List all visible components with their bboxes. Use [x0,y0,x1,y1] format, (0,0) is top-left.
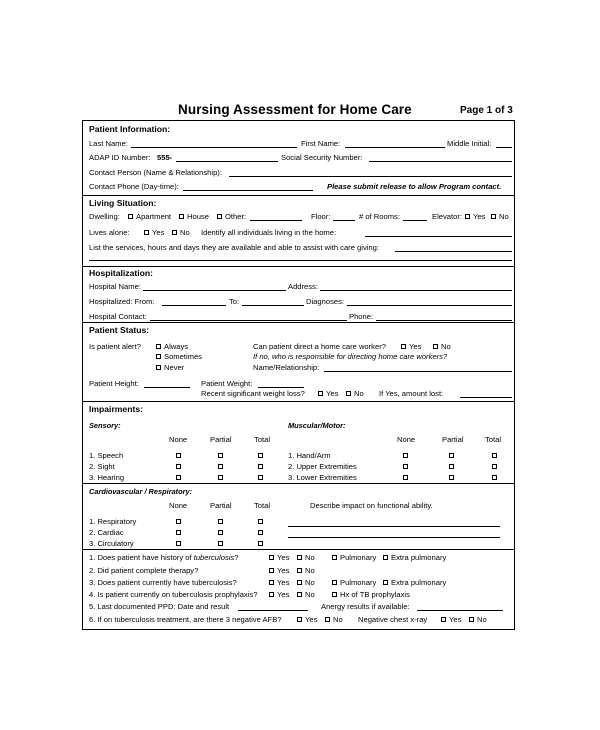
cardio-item: 2. Cardiac [89,528,124,537]
adap-id-label: ADAP ID Number: [89,153,151,162]
impairments-heading: Impairments: [89,404,143,414]
tb-question-6: 6. If on tuberculosis treatment, are there 3 negative AFB? [89,615,282,624]
yes-label: Yes [305,615,318,624]
checkbox[interactable] [269,568,274,573]
elevator-no[interactable] [491,213,509,221]
checkbox[interactable] [176,529,184,537]
diagnoses-field[interactable] [347,305,512,306]
direct-no[interactable] [433,343,451,351]
checkbox[interactable] [176,452,184,460]
address-label: Address: [288,282,318,291]
ppd-field[interactable] [238,610,308,611]
hospital-contact-field[interactable] [150,320,347,321]
impact-field[interactable] [288,537,500,538]
checkbox[interactable] [179,214,184,219]
yes-label: Yes [277,590,290,599]
checkbox[interactable] [297,592,302,597]
services-field[interactable] [395,251,512,252]
identify-label: Identify all individuals living in the home: [201,228,337,237]
hospital-contact-label: Hospital Contact: [89,312,147,321]
col-none: None [169,501,188,510]
yes-label: Yes [409,342,422,351]
tuberculosis-word: tuberculosis [193,553,235,562]
checkbox[interactable] [318,391,323,396]
checkbox[interactable] [156,365,161,370]
adap-id-prefix: 555- [157,153,173,162]
house-option[interactable] [179,213,209,221]
anergy-label: Anergy results if available: [321,602,410,611]
sometimes-label: Sometimes [164,352,202,361]
yes-label: Yes [473,212,486,221]
no-label: No [333,615,343,624]
checkbox[interactable] [449,452,457,460]
contact-phone-field[interactable] [183,190,313,191]
describe-label: Describe impact on functional ability. [310,501,433,510]
checkbox[interactable] [258,463,266,471]
identify-field[interactable] [365,236,512,237]
contact-person-label: Contact Person (Name & Relationship): [89,168,222,177]
divider [83,322,514,323]
yes-label: Yes [277,553,290,562]
hx-prophylaxis-label: Hx of TB prophylaxis [340,590,410,599]
apartment-label: Apartment [136,212,172,221]
checkbox[interactable] [176,463,184,471]
q1-yes[interactable] [269,554,289,562]
impact-field[interactable] [288,526,500,527]
checkbox[interactable] [491,214,496,219]
yes-label: Yes [152,228,165,237]
middle-initial-field[interactable] [496,147,512,148]
checkbox[interactable] [218,452,226,460]
checkbox[interactable] [332,580,337,585]
name-relationship-field[interactable] [324,371,512,372]
lives-alone-no[interactable] [172,229,190,237]
contact-phone-label: Contact Phone (Day-time): [89,182,179,191]
to-label: To: [229,297,240,306]
weight-field[interactable] [258,387,304,388]
checkbox[interactable] [128,214,133,219]
other-label: Other: [225,212,247,221]
no-label: No [441,342,451,351]
height-field[interactable] [144,387,190,388]
hospital-name-label: Hospital Name: [89,282,141,291]
other-field[interactable] [250,220,302,221]
checkbox[interactable] [332,592,337,597]
q3-yes[interactable] [269,579,289,587]
q3-extra[interactable] [383,579,446,587]
floor-label: Floor: [311,212,331,221]
anergy-field[interactable] [417,610,503,611]
yes-label: Yes [277,578,290,587]
checkbox[interactable] [258,529,266,537]
pulmonary-label: Pulmonary [340,553,377,562]
col-none: None [397,435,416,444]
from-field[interactable] [162,305,226,306]
no-label: No [305,590,315,599]
adap-id-field[interactable] [176,161,278,162]
divider [83,266,514,267]
middle-initial-label: Middle Initial: [447,139,492,148]
diagnoses-label: Diagnoses: [306,297,344,306]
yes-label: Yes [326,389,339,398]
no-label: No [477,615,487,624]
checkbox[interactable] [401,344,406,349]
last-name-label: Last Name: [89,139,128,148]
checkbox[interactable] [218,540,226,548]
hospitalization-heading: Hospitalization: [89,268,153,278]
no-label: No [354,389,364,398]
q6-yes[interactable] [297,616,317,624]
checkbox[interactable] [492,463,500,471]
muscular-heading: Muscular/Motor: [288,421,346,430]
cardio-item: 1. Respiratory [89,517,137,526]
last-name-field[interactable] [131,147,297,148]
checkbox[interactable] [403,452,411,460]
patient-info-heading: Patient Information: [89,124,171,134]
first-name-label: First Name: [301,139,341,148]
col-total: Total [485,435,502,444]
dwelling-label: Dwelling: [89,212,120,221]
divider [83,483,514,484]
alert-sometimes[interactable] [156,353,202,361]
checkbox[interactable] [269,580,274,585]
q4-hx[interactable] [332,591,410,599]
address-field[interactable] [320,290,512,291]
no-label: No [305,566,315,575]
checkbox[interactable] [297,555,302,560]
checkbox[interactable] [383,555,388,560]
phone-field[interactable] [376,320,512,321]
checkbox[interactable] [218,518,226,526]
muscular-item: 2. Upper Extremities [288,462,357,471]
tb-question-2: 2. Did patient complete therapy? [89,566,199,575]
divider [83,195,514,196]
weight-loss-label: Recent significant weight loss? [201,389,305,398]
apartment-option[interactable] [128,213,171,221]
muscular-item: 1. Hand/Arm [288,451,331,460]
other-option[interactable] [217,213,246,221]
elevator-yes[interactable] [465,213,485,221]
always-label: Always [164,342,189,351]
q6-xray-yes[interactable] [441,616,461,624]
cardio-heading: Cardiovascular / Respiratory: [89,487,193,496]
cardio-item: 3. Circulatory [89,539,134,548]
first-name-field[interactable] [345,147,445,148]
col-partial: Partial [442,435,464,444]
living-heading: Living Situation: [89,198,157,208]
tb-question-3: 3. Does patient currently have tuberculosis? [89,578,237,587]
divider [83,549,514,550]
checkbox[interactable] [325,617,330,622]
checkbox[interactable] [465,214,470,219]
checkbox[interactable] [258,540,266,548]
sensory-item: 3. Hearing [89,473,125,482]
col-total: Total [254,501,271,510]
checkbox[interactable] [258,474,266,482]
weight-loss-no[interactable] [346,390,364,398]
tb-question-5: 5. Last documented PPD: Date and result [89,602,230,611]
weight-loss-yes[interactable] [318,390,338,398]
q2-yes[interactable] [269,567,289,575]
q1-extra[interactable] [383,554,446,562]
release-note: Please submit release to allow Program contact. [327,182,502,191]
weight-label: Patient Weight: [201,379,253,388]
no-label: No [305,578,315,587]
checkbox[interactable] [403,474,411,482]
amount-lost-label: If Yes, amount lost: [379,389,444,398]
floor-field[interactable] [333,220,355,221]
q1-text: 1. Does patient have history of [89,553,192,562]
page-number: Page 1 of 3 [460,105,513,116]
checkbox[interactable] [492,452,500,460]
checkbox[interactable] [449,474,457,482]
checkbox[interactable] [433,344,438,349]
services-label: List the services, hours and days they are available and able to assist with care giving: [89,243,379,252]
form-frame [82,120,515,630]
checkbox[interactable] [332,555,337,560]
checkbox[interactable] [156,354,161,359]
checkbox[interactable] [156,344,161,349]
alert-never[interactable] [156,364,184,372]
muscular-item: 3. Lower Extremities [288,473,357,482]
q6-no[interactable] [325,616,343,624]
q1-no[interactable] [297,554,315,562]
never-label: Never [164,363,185,372]
alert-always[interactable] [156,343,188,351]
checkbox[interactable] [383,580,388,585]
lives-alone-yes[interactable] [144,229,164,237]
checkbox[interactable] [258,518,266,526]
ssn-field[interactable] [369,161,512,162]
q4-no[interactable] [297,591,315,599]
checkbox[interactable] [492,474,500,482]
col-total: Total [254,435,271,444]
checkbox[interactable] [218,463,226,471]
checkbox[interactable] [297,568,302,573]
amount-lost-field[interactable] [460,397,512,398]
checkbox[interactable] [218,474,226,482]
direct-yes[interactable] [401,343,421,351]
yes-label: Yes [277,566,290,575]
col-none: None [169,435,188,444]
checkbox[interactable] [441,617,446,622]
checkbox[interactable] [269,555,274,560]
rooms-label: # of Rooms: [359,212,400,221]
alert-question: Is patient alert? [89,342,141,351]
checkbox[interactable] [172,230,177,235]
checkbox[interactable] [258,452,266,460]
rooms-field[interactable] [403,220,427,221]
q6-xray-no[interactable] [469,616,487,624]
phone-label: Phone: [349,312,374,321]
if-no-note: If no, who is responsible for directing home care workers? [253,352,448,361]
checkbox[interactable] [176,518,184,526]
no-label: No [499,212,509,221]
elevator-label: Elevator: [432,212,462,221]
checkbox[interactable] [346,391,351,396]
status-heading: Patient Status: [89,325,150,335]
q1-pulmonary[interactable] [332,554,376,562]
height-label: Patient Height: [89,379,139,388]
checkbox[interactable] [297,617,302,622]
q3-pulmonary[interactable] [332,579,376,587]
direct-question: Can patient direct a home care worker? [253,342,386,351]
q4-yes[interactable] [269,591,289,599]
checkbox[interactable] [269,592,274,597]
sensory-heading: Sensory: [89,421,121,430]
checkbox[interactable] [449,463,457,471]
checkbox[interactable] [176,474,184,482]
checkbox[interactable] [403,463,411,471]
q2-no[interactable] [297,567,315,575]
col-partial: Partial [210,435,232,444]
no-label: No [305,553,315,562]
neg-xray-label: Negative chest x-ray [358,615,428,624]
pulmonary-label: Pulmonary [340,578,377,587]
sensory-item: 1. Speech [89,451,124,460]
checkbox[interactable] [218,529,226,537]
divider [83,401,514,402]
yes-label: Yes [449,615,462,624]
contact-person-field[interactable] [229,176,512,177]
no-label: No [180,228,190,237]
col-partial: Partial [210,501,232,510]
tb-question-1: 1. Does patient have history of tuberculosis? [89,553,239,562]
tb-question-4: 4. Is patient currently on tuberculosis prophylaxis? [89,590,258,599]
checkbox[interactable] [176,540,184,548]
lives-alone-label: Lives alone: [89,228,130,237]
checkbox[interactable] [469,617,474,622]
q3-no[interactable] [297,579,315,587]
to-field[interactable] [242,305,304,306]
ssn-label: Social Security Number: [281,153,363,162]
checkbox[interactable] [217,214,222,219]
form-title: Nursing Assessment for Home Care [178,102,412,117]
checkbox[interactable] [144,230,149,235]
hospitalized-from-label: Hospitalized: From: [89,297,155,306]
hospital-name-field[interactable] [143,290,286,291]
extra-pulmonary-label: Extra pulmonary [391,553,447,562]
name-relationship-label: Name/Relationship: [253,363,320,372]
house-label: House [187,212,209,221]
checkbox[interactable] [297,580,302,585]
services-field-line2[interactable] [89,260,512,261]
sensory-item: 2. Sight [89,462,115,471]
extra-pulmonary-label: Extra pulmonary [391,578,447,587]
